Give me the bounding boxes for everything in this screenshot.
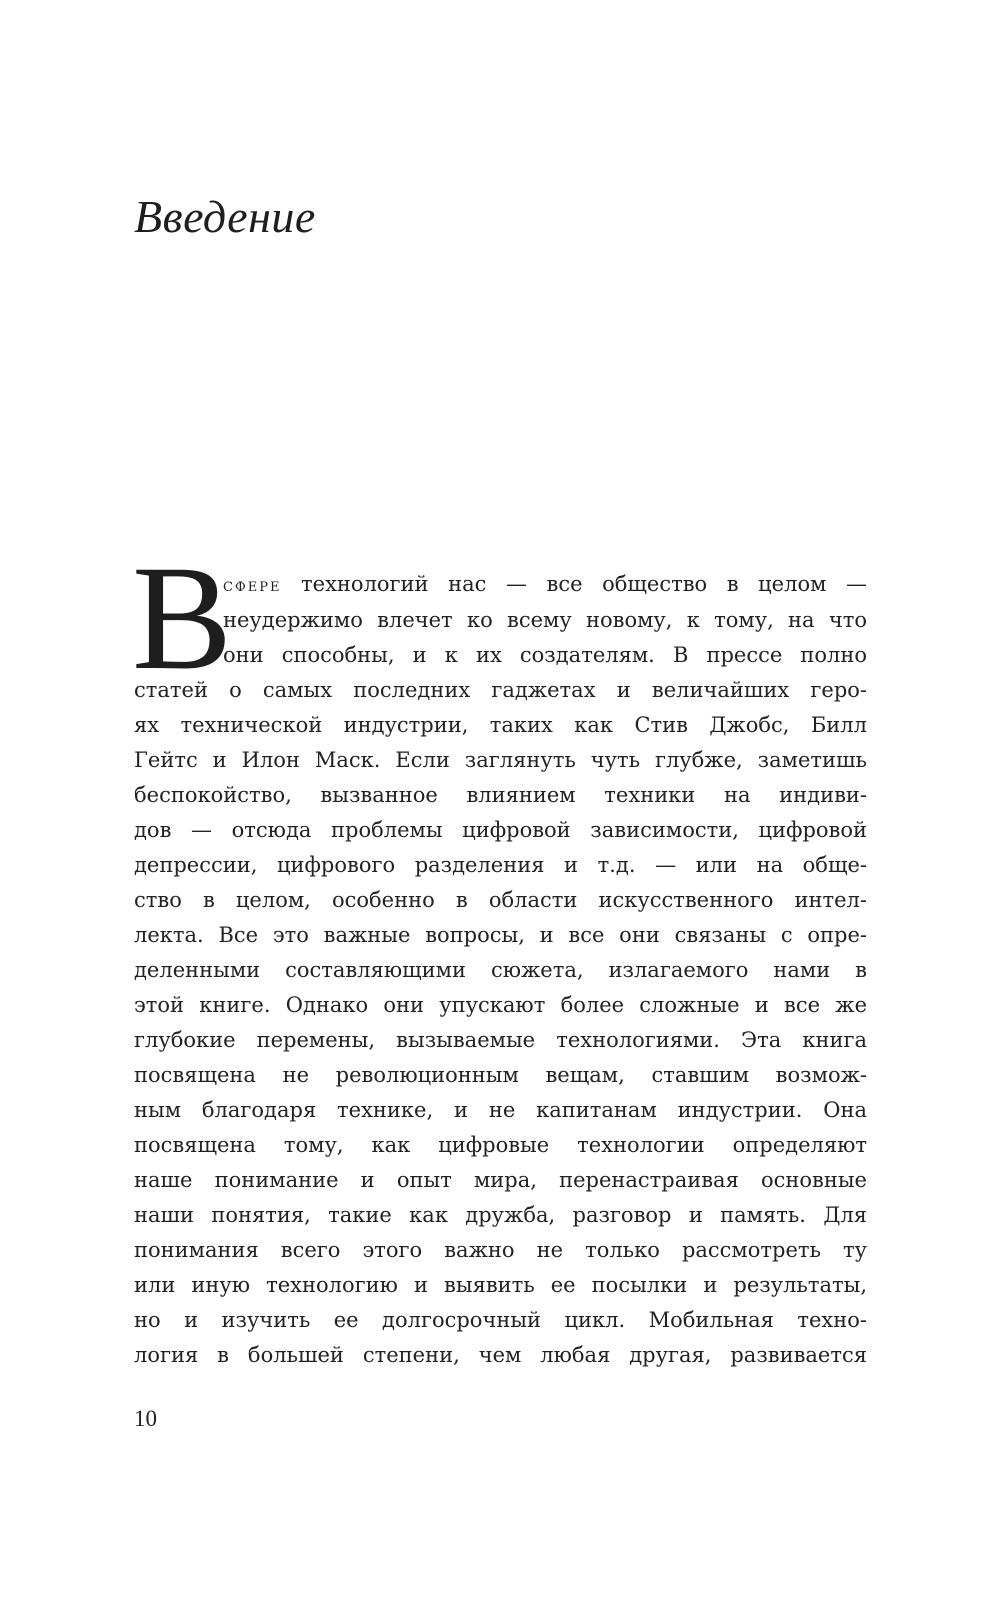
body-line: но и изучить ее долгосрочный цикл. Мобильная техно-: [134, 1308, 867, 1332]
body-line: неудержимо влечет ко всему новому, к тому, на что: [223, 608, 867, 632]
body-line: логия в большей степени, чем любая другая, развивается: [134, 1343, 867, 1367]
body-line: статей о самых последних гаджетах и величайших геро-: [134, 678, 867, 702]
body-line: ным благодаря технике, и не капитанам индустрии. Она: [134, 1098, 867, 1122]
body-line: беспокойство, вызванное влиянием техники на индиви-: [134, 783, 867, 807]
drop-cap: В: [132, 535, 233, 701]
body-line: депрессии, цифрового разделения и т.д. — или на обще-: [134, 853, 867, 877]
body-line: глубокие перемены, вызываемые технологиями. Эта книга: [134, 1028, 867, 1052]
body-line: Гейтс и Илон Маск. Если заглянуть чуть глубже, заметишь: [134, 748, 867, 772]
body-line: понимания всего этого важно не только рассмотреть ту: [134, 1238, 867, 1262]
body-line: ях технической индустрии, таких как Стив Джобс, Билл: [134, 713, 867, 737]
body-line-text: технологий нас — все общество в целом —: [301, 572, 867, 596]
body-line: этой книге. Однако они упускают более сложные и все же: [134, 993, 867, 1017]
body-line: наши понятия, такие как дружба, разговор и память. Для: [134, 1203, 867, 1227]
chapter-title: Введение: [134, 191, 316, 242]
first-word-small-caps: сфере: [223, 575, 282, 596]
body-line: они способны, и к их создателям. В прессе полно: [223, 643, 867, 667]
body-line: лекта. Все это важные вопросы, и все они связаны с опре-: [134, 923, 867, 947]
body-line: ство в целом, особенно в области искусственного интел-: [134, 888, 867, 912]
body-line: дов — отсюда проблемы цифровой зависимости, цифровой: [134, 818, 867, 842]
body-line: посвящена не революционным вещам, ставшим возмож-: [134, 1063, 867, 1087]
body-line: или иную технологию и выявить ее посылки и результаты,: [134, 1273, 867, 1297]
body-line: деленными составляющими сюжета, излагаемого нами в: [134, 958, 867, 982]
body-line: [223, 567, 867, 601]
body-line: посвящена тому, как цифровые технологии определяют: [134, 1133, 867, 1157]
page-number: 10: [134, 1406, 157, 1431]
body-line: наше понимание и опыт мира, перенастраивая основные: [134, 1168, 867, 1192]
